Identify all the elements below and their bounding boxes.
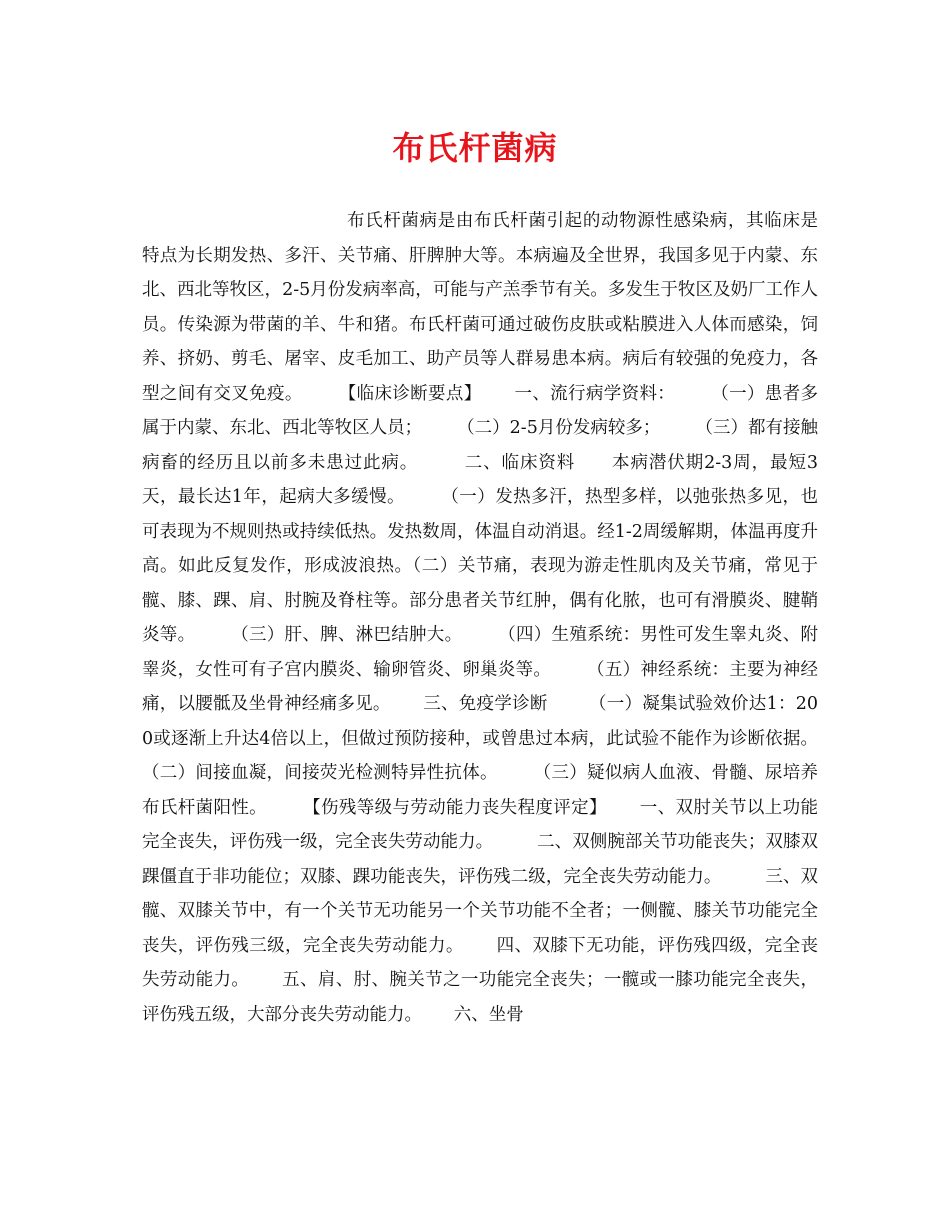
document-title: 布氏杆菌病: [392, 129, 558, 167]
document-body-paragraph: 布氏杆菌病是由布氏杆菌引起的动物源性感染病，其临床是特点为长期发热、多汗、关节痛、肝脾肿大等。本病遍及全世界，我国多见于内蒙、东北、西北等牧区，2-5月份发病率高，可能与产羔季节有关。多发生于牧区及奶厂工作人员。传染源为带菌的羊、牛和猪。布氏杆菌可通过破伤皮肤或粘膜进入人体而感染，饲养、挤奶、剪毛、屠宰、皮毛加工、助产员等人群易患本病。病后有较强的免疫力，各型之间有交叉免疫。 【临床诊断要点】 一、流行病学资料： （一）患者多属于内蒙、东北、西北等牧区人员； （二）2-5月份发病较多； （三）都有接触病畜的经历且以前多未患过此病。 二、临床资料 本病潜伏期2-3周，最短3天，最长达1年，起病大多缓慢。 （一）发热多汗，热型多样，以弛张热多见，也可表现为不规则热或持续低热。发热数周，体温自动消退。经1-2周缓解期，体温再度升高。如此反复发作，形成波浪热。（二）关节痛，表现为游走性肌肉及关节痛，常见于髋、膝、踝、肩、肘腕及脊柱等。部分患者关节红肿，偶有化脓，也可有滑膜炎、腱鞘炎等。 （三）肝、脾、淋巴结肿大。 （四）生殖系统：男性可发生睾丸炎、附睾炎，女性可有子宫内膜炎、输卵管炎、卵巢炎等。 （五）神经系统：主要为神经痛，以腰骶及坐骨神经痛多见。 三、免疫学诊断 （一）凝集试验效价达1：200或逐渐上升达4倍以上，但做过预防接种，或曾患过本病，此试验不能作为诊断依据。（二）间接血凝，间接荧光检测特异性抗体。 （三）疑似病人血液、骨髓、尿培养布氏杆菌阳性。 【伤残等级与劳动能力丧失程度评定】 一、双肘关节以上功能完全丧失，评伤残一级，完全丧失劳动能力。 二、双侧腕部关节功能丧失；双膝双踝僵直于非功能位；双膝、踝功能丧失，评伤残二级，完全丧失劳动能力。 三、双髋、双膝关节中，有一个关节无功能另一个关节功能不全者；一侧髋、膝关节功能完全丧失，评伤残三级，完全丧失劳动能力。 四、双膝下无功能，评伤残四级，完全丧失劳动能力。 五、肩、肘、腕关节之一功能完全丧失；一髋或一膝功能完全丧失，评伤残五级，大部分丧失劳动能力。 六、坐骨: [142, 211, 818, 1025]
